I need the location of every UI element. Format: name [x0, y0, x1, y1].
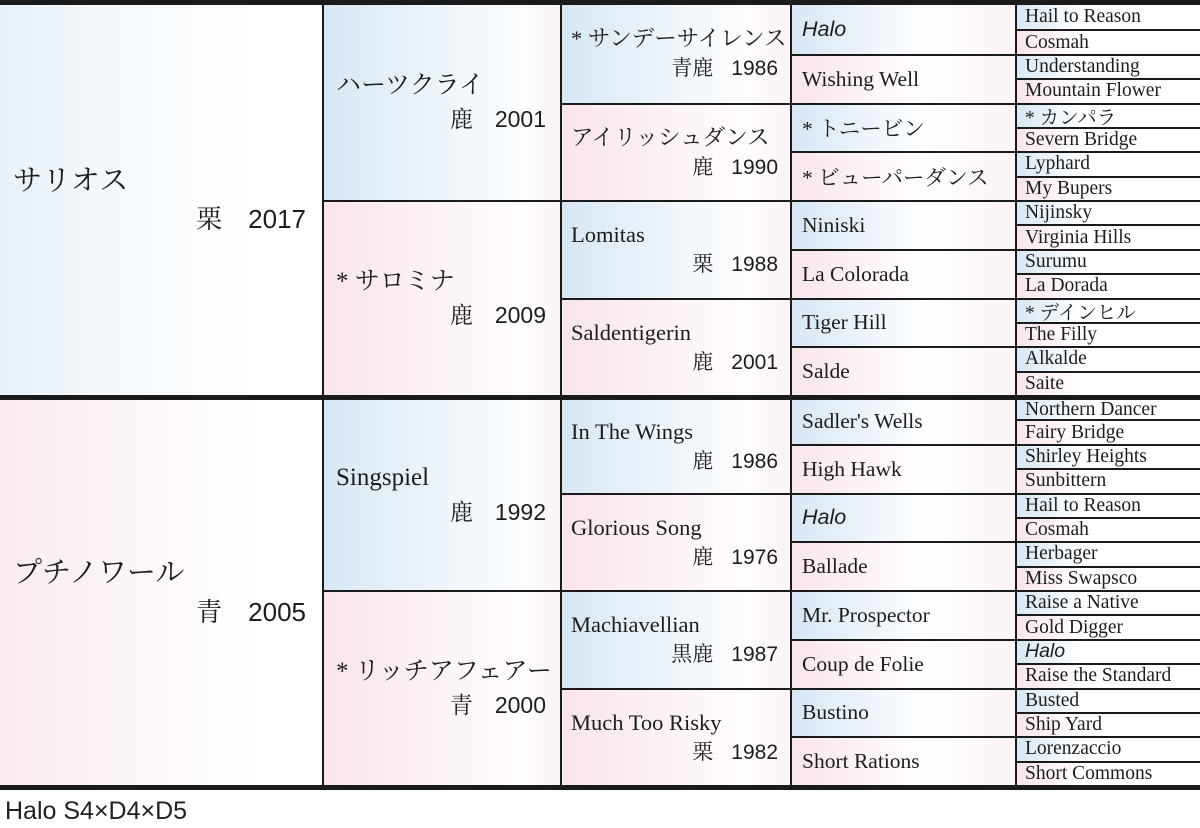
pedigree-cell: [1015, 712, 1200, 736]
pedigree-cell: [1015, 273, 1200, 297]
horse-name: プチノワール: [13, 557, 185, 590]
horse-name: Fairy Bridge: [1025, 421, 1125, 443]
horse-name: Northern Dancer: [1025, 398, 1157, 420]
horse-name: * トニービン: [802, 117, 925, 142]
horse-info: [562, 739, 790, 766]
pedigree-cell: [560, 200, 790, 298]
horse-info: [562, 349, 790, 376]
pedigree-cell: [1015, 468, 1200, 492]
pedigree-cell: [790, 688, 1015, 737]
birth-year: 2001: [731, 350, 778, 374]
pedigree-cell: [560, 395, 790, 493]
horse-name: Tiger Hill: [802, 310, 887, 335]
pedigree-cell: [1015, 298, 1200, 322]
pedigree-cell: [790, 590, 1015, 639]
horse-name: サリオス: [13, 164, 129, 197]
coat-color: 鹿: [449, 498, 473, 525]
pedigree-cell: [1015, 395, 1200, 419]
pedigree-cell: [560, 298, 790, 396]
horse-info: [324, 301, 560, 331]
horse-name: Miss Swapsco: [1025, 567, 1138, 589]
horse-name: Raise the Standard: [1025, 665, 1172, 687]
pedigree-cell: [1015, 322, 1200, 346]
pedigree-cell: [790, 103, 1015, 152]
coat-color: 鹿: [692, 545, 714, 569]
horse-name: Hail to Reason: [1025, 6, 1141, 28]
pedigree-cell: [1015, 176, 1200, 200]
horse-name: Herbager: [1025, 543, 1098, 565]
horse-name: Halo: [802, 505, 847, 530]
horse-name: Halo: [1025, 640, 1066, 663]
birth-year: 1987: [731, 643, 778, 667]
horse-info: [562, 55, 790, 82]
pedigree-cell: [0, 5, 322, 395]
birth-year: 2009: [494, 302, 546, 329]
pedigree-cell: [1015, 419, 1200, 443]
horse-name: Saite: [1025, 372, 1064, 394]
pedigree-cell: [1015, 566, 1200, 590]
birth-year: 1988: [731, 253, 778, 277]
horse-name: Alkalde: [1025, 348, 1087, 370]
pedigree-cell: [322, 395, 560, 590]
horse-name: Cosmah: [1025, 31, 1089, 53]
pedigree-cell: [1015, 541, 1200, 565]
horse-name: Niniski: [802, 212, 866, 237]
coat-color: 青: [449, 692, 473, 719]
pedigree-cell: [1015, 29, 1200, 53]
pedigree-cell: [1015, 103, 1200, 127]
pedigree-cell: [1015, 639, 1200, 663]
pedigree-cell: [0, 395, 322, 785]
pedigree-cell: [790, 5, 1015, 54]
horse-name: * カンパラ: [1025, 107, 1117, 127]
horse-name: Lomitas: [571, 222, 645, 248]
horse-info: [324, 498, 560, 528]
horse-name: Virginia Hills: [1025, 226, 1132, 248]
horse-name: * サロミナ: [336, 267, 455, 295]
horse-name: Gold Digger: [1025, 616, 1124, 638]
coat-color: 鹿: [449, 106, 473, 133]
pedigree-cell: [790, 493, 1015, 542]
pedigree-cell: [790, 200, 1015, 249]
pedigree-cell: [1015, 54, 1200, 78]
horse-name: * デインヒル: [1025, 302, 1136, 322]
horse-name: Sunbittern: [1025, 470, 1107, 492]
horse-name: Halo: [802, 16, 847, 41]
coat-color: 青: [196, 596, 223, 627]
pedigree-cell: [322, 5, 560, 200]
birth-year: 2000: [494, 692, 546, 719]
pedigree-cell: [1015, 200, 1200, 224]
pedigree-cell: [790, 54, 1015, 103]
horse-name: Lyphard: [1025, 153, 1090, 175]
coat-color: 黒鹿: [671, 643, 714, 667]
horse-name: Raise a Native: [1025, 592, 1139, 614]
pedigree-cell: [1015, 371, 1200, 395]
horse-name: * リッチアフェアー: [336, 657, 552, 685]
horse-name: In The Wings: [571, 418, 694, 444]
horse-name: La Dorada: [1025, 275, 1108, 297]
pedigree-cell: [790, 736, 1015, 785]
horse-name: Surumu: [1025, 250, 1087, 272]
horse-name: Wishing Well: [802, 66, 920, 91]
coat-color: 栗: [196, 204, 223, 235]
horse-name: Saldentigerin: [571, 319, 691, 345]
pedigree-cell: [1015, 493, 1200, 517]
horse-name: * ビューパーダンス: [802, 166, 989, 191]
pedigree-cell: [790, 541, 1015, 590]
inbreeding-note: Halo S4×D4×D5: [5, 797, 188, 825]
horse-name: Much Too Risky: [571, 709, 722, 735]
horse-info: [562, 641, 790, 668]
horse-name: Ballade: [802, 554, 868, 579]
horse-name: Glorious Song: [571, 514, 702, 540]
pedigree-cell: [1015, 346, 1200, 370]
horse-name: Sadler's Wells: [802, 409, 923, 434]
pedigree-cell: [1015, 444, 1200, 468]
birth-year: 1990: [731, 155, 778, 179]
pedigree-cell: [1015, 127, 1200, 151]
pedigree-cell: [1015, 5, 1200, 29]
horse-name: Understanding: [1025, 55, 1140, 77]
pedigree-cell: [1015, 688, 1200, 712]
horse-name: アイリッシュダンス: [571, 124, 770, 150]
coat-color: 鹿: [692, 449, 714, 473]
pedigree-cell: [1015, 517, 1200, 541]
horse-name: Severn Bridge: [1025, 129, 1138, 151]
horse-name: Ship Yard: [1025, 714, 1102, 736]
pedigree-cell: [1015, 761, 1200, 785]
pedigree-cell: [322, 200, 560, 395]
horse-name: Mountain Flower: [1025, 80, 1161, 102]
birth-year: 1986: [731, 449, 778, 473]
horse-name: Cosmah: [1025, 519, 1089, 541]
horse-info: [324, 105, 560, 135]
horse-name: Hail to Reason: [1025, 494, 1141, 516]
pedigree-cell: [560, 493, 790, 591]
pedigree-cell: [322, 590, 560, 785]
coat-color: 栗: [692, 740, 714, 764]
birth-year: 2005: [248, 596, 306, 627]
birth-year: 1976: [731, 545, 778, 569]
horse-name: Singspiel: [336, 464, 430, 492]
horse-name: Nijinsky: [1025, 202, 1093, 224]
horse-info: [0, 203, 322, 237]
pedigree-cell: [790, 639, 1015, 688]
horse-info: [324, 691, 560, 721]
horse-name: Coup de Folie: [802, 651, 924, 676]
horse-info: [562, 544, 790, 571]
horse-info: [562, 154, 790, 181]
pedigree-cell: [1015, 249, 1200, 273]
coat-color: 鹿: [449, 302, 473, 329]
horse-name: ハーツクライ: [336, 71, 485, 99]
pedigree-cell: [1015, 151, 1200, 175]
horse-name: The Filly: [1025, 324, 1098, 346]
pedigree-cell: [560, 5, 790, 103]
birth-year: 2001: [494, 106, 546, 133]
coat-color: 鹿: [692, 155, 714, 179]
horse-name: Lorenzaccio: [1025, 738, 1122, 760]
pedigree-cell: [560, 590, 790, 688]
birth-year: 2017: [248, 204, 306, 235]
pedigree-cell: [790, 298, 1015, 347]
coat-color: 青鹿: [671, 57, 714, 81]
horse-name: Short Commons: [1025, 762, 1153, 784]
horse-name: Busted: [1025, 689, 1080, 711]
pedigree-cell: [1015, 590, 1200, 614]
birth-year: 1986: [731, 57, 778, 81]
pedigree-cell: [1015, 224, 1200, 248]
horse-name: Shirley Heights: [1025, 445, 1147, 467]
pedigree-cell: [1015, 78, 1200, 102]
pedigree-cell: [790, 151, 1015, 200]
pedigree-cell: [1015, 663, 1200, 687]
pedigree-cell: [1015, 614, 1200, 638]
coat-color: 栗: [692, 253, 714, 277]
horse-info: [562, 448, 790, 475]
coat-color: 鹿: [692, 350, 714, 374]
pedigree-cell: [1015, 736, 1200, 760]
horse-name: * サンデーサイレンス: [571, 26, 787, 52]
pedigree-cell: [790, 444, 1015, 493]
horse-name: Short Rations: [802, 749, 920, 774]
pedigree-cell: [790, 346, 1015, 395]
pedigree-cell: [790, 395, 1015, 444]
horse-name: High Hawk: [802, 456, 902, 481]
horse-name: Bustino: [802, 700, 869, 725]
horse-name: Salde: [802, 359, 850, 384]
horse-name: Machiavellian: [571, 612, 700, 638]
horse-name: My Bupers: [1025, 177, 1113, 199]
horse-info: [562, 251, 790, 278]
pedigree-cell: [560, 688, 790, 786]
horse-name: Mr. Prospector: [802, 602, 930, 627]
horse-info: [0, 596, 322, 630]
birth-year: 1982: [731, 740, 778, 764]
pedigree-cell: [790, 249, 1015, 298]
pedigree-cell: [560, 103, 790, 201]
horse-name: La Colorada: [802, 261, 909, 286]
birth-year: 1992: [494, 498, 546, 525]
